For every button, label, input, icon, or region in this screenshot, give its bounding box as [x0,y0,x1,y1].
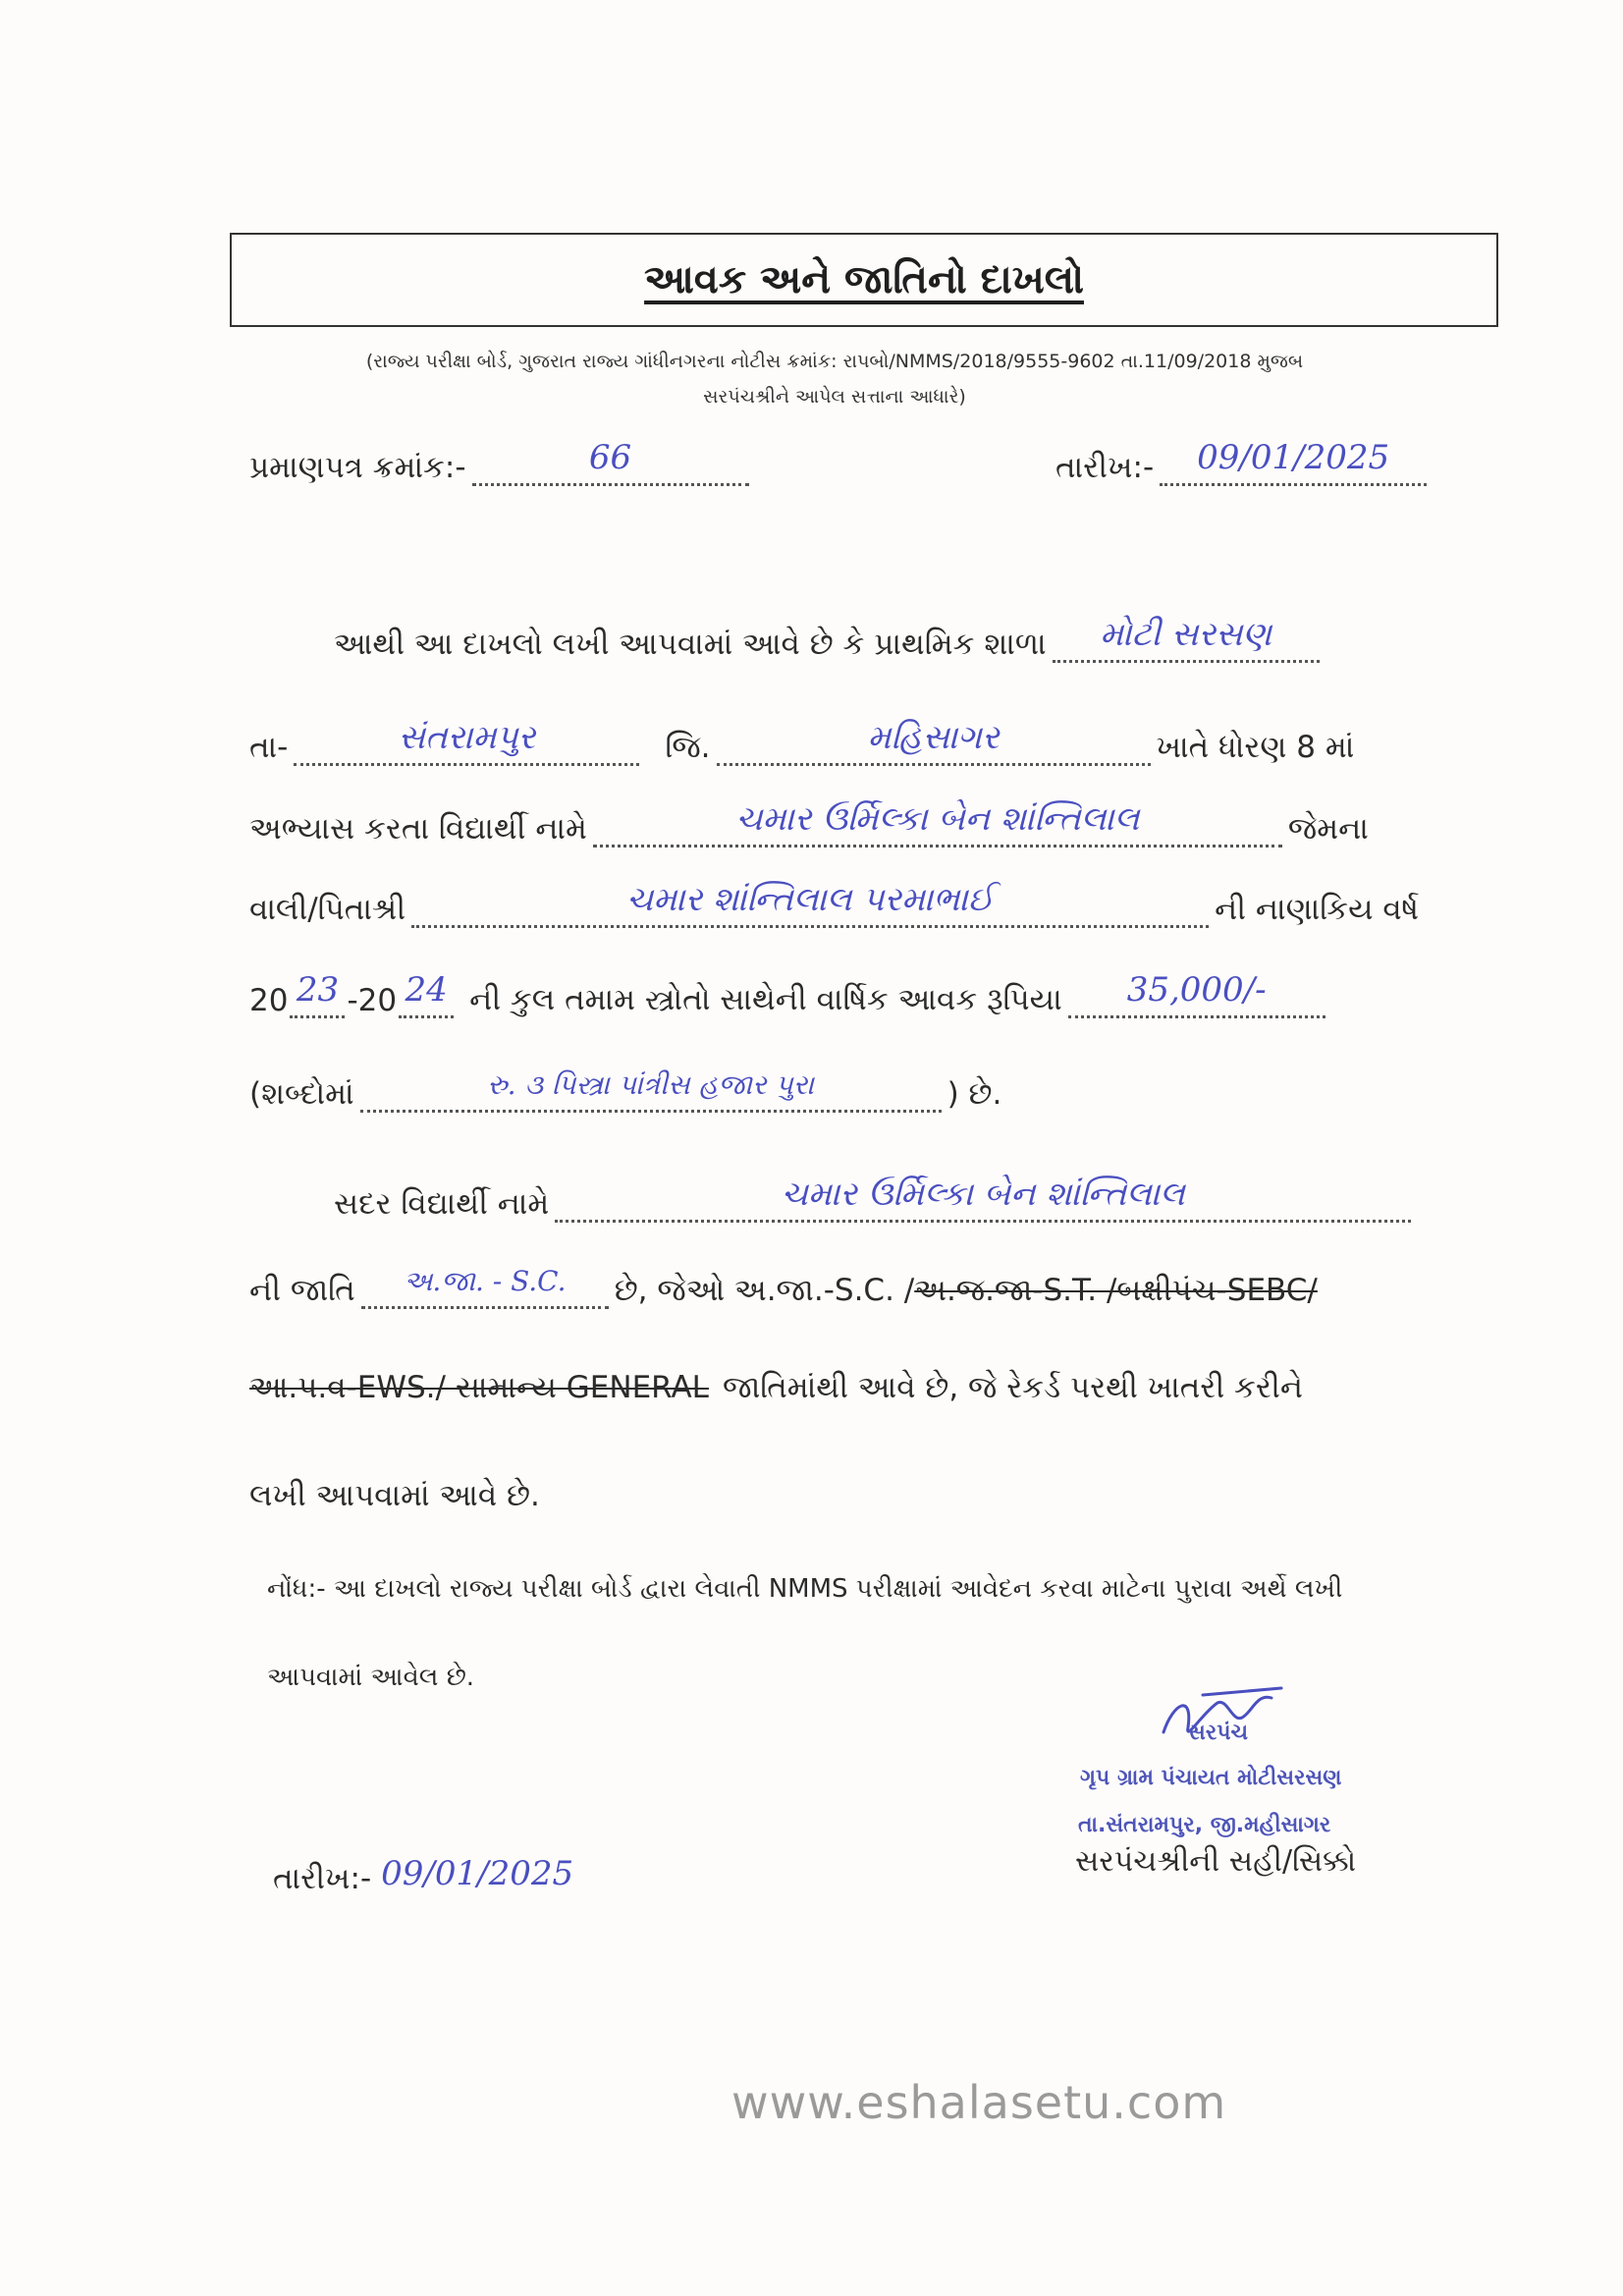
cert-date-fill [1160,438,1427,486]
stamp-role: સરપંચ [1188,1721,1249,1745]
cert-date-row [1055,438,1433,486]
notice-line-1: (રાજ્ય પરીક્ષા બોર્ડ, ગુજરાત રાજ્ય ગાંધીનગરના નોટીસ ક્રમાંક: રાપબો/NMMS/2018/9555-9602 તા.11/09/2018 મુજબ [365,351,1304,372]
student-fill-2 [555,1175,1411,1223]
district-name: મહિસાગર [867,718,1000,757]
year-end: 24 [405,970,448,1010]
body-l4-text: વાલી/પિતાશ્રી [249,892,406,927]
body-line-5 [249,970,1331,1018]
year-start: 23 [296,970,340,1010]
amount-in-words: રુ. ૩ પિસ્ત્રા પાંત્રીસ હજાર પુરા [487,1068,815,1101]
notice-line-2: સરપંચશ્રીને આપેલ સત્તાના આધારે) [703,386,966,408]
footer-date-row [273,1854,574,1897]
note-line-1: નોંધ:- આ દાખલો રાજ્ય પરીક્ષા બોર્ડ દ્વારા લેવાતી NMMS પરીક્ષામાં આવેદન કરવા માટેના પુરાવા અર્થે લખી [267,1574,1343,1604]
signature-scribble [1144,1673,1301,1762]
body-line-8 [249,1267,1318,1309]
taluka-fill [294,718,639,766]
body-line-4 [249,880,1419,928]
year-fill-2 [399,970,454,1018]
struck-categories-1: અ.જ.જા-S.T. /બક્ષીપંચ-SEBC/ [914,1273,1318,1308]
certificate-title: આવક અને જાતિનો દાખલો [644,257,1084,302]
cert-number-label: પ્રમાણપત્ર ક્રમાંક:- [249,450,466,485]
student-name-2: ચમાર ઉર્મિલ્કા બેન શાંન્તિલાલ [781,1175,1185,1214]
cert-number-fill [472,438,749,486]
income-amount: 35,000/- [1126,970,1267,1010]
taluka-name: સંતરામપુર [398,718,536,757]
body-l3-tail: જેમના [1287,811,1369,847]
body-l6-tail: ) છે. [947,1076,1002,1112]
caste-value: અ.જા. - S.C. [403,1265,567,1297]
body-l10-text: લખી આપવામાં આવે છે. [249,1478,540,1513]
body-line-7 [334,1175,1417,1223]
school-fill [1053,615,1320,663]
body-l8-text: છે, જેઓ અ.જા.-S.C. / [614,1273,915,1308]
body-l2-ta: તા- [249,730,289,765]
school-name: મોટી સરસણ [1100,615,1272,654]
year-prefix-1: 20 [249,983,289,1018]
body-line-1 [334,615,1325,663]
body-l9-text: જાતિમાંથી આવે છે, જે રેકર્ડ પરથી ખાતરી કરીને [722,1370,1303,1405]
student-fill-1 [593,799,1282,847]
body-l7-text: સદર વિદ્યાર્થી નામે [334,1186,550,1222]
footer-date-value: 09/01/2025 [381,1854,574,1893]
body-l3-text: અભ્યાસ કરતા વિદ્યાર્થી નામે [249,811,587,847]
year-prefix-2: -20 [347,983,398,1018]
title-box [230,233,1498,327]
cert-number-value: 66 [588,438,632,477]
district-fill [717,718,1151,766]
cert-date-value: 09/01/2025 [1197,438,1390,477]
signature-label: સરપંચશ્રીની સહી/સિક્કો [1075,1844,1357,1879]
body-l6-prefix: (શબ્દોમાં [249,1076,354,1112]
body-line-9 [249,1370,1303,1406]
body-l2-tail: ખાતે ધોરણ 8 માં [1156,730,1355,765]
body-line-6 [249,1070,1001,1113]
struck-categories-2: આ.પ.વ-EWS./ સામાન્ય GENERAL [249,1370,709,1405]
body-line-2 [249,718,1355,766]
body-l8-prefix: ની જાતિ [249,1273,355,1308]
caste-fill [361,1267,609,1309]
cert-number-row [249,438,755,486]
student-name-1: ચમાર ઉર્મિલ્કા બેન શાંન્તિલાલ [735,799,1140,839]
watermark: www.eshalasetu.com [731,2076,1227,2129]
parent-name: ચમાર શાંન્તિલાલ પરમાભાઈ [626,880,995,919]
year-fill-1 [290,970,345,1018]
body-l5-text: ની કુલ તમામ સ્ત્રોતો સાથેની વાર્ષિક આવક રૂપિયા [469,982,1062,1017]
body-line-3 [249,799,1369,847]
body-l2-ji: જિ. [665,730,711,765]
body-l4-tail: ની નાણાકિય વર્ષ [1215,892,1419,927]
stamp-org: ગૃપ ગ્રામ પંચાયત મોટીસરસણ [1080,1766,1342,1790]
body-l1-text: આથી આ દાખલો લખી આપવામાં આવે છે કે પ્રાથમિક શાળા [334,627,1047,662]
words-fill [360,1070,942,1113]
footer-date-label: તારીખ:- [273,1861,372,1896]
cert-date-label: તારીખ:- [1055,450,1155,485]
note-line-2: આપવામાં આવેલ છે. [267,1663,475,1692]
amount-fill [1068,970,1325,1018]
parent-fill [411,880,1209,928]
stamp-place: તા.સંતરામપુર, જી.મહીસાગર [1078,1813,1331,1837]
body-line-10 [249,1478,540,1514]
